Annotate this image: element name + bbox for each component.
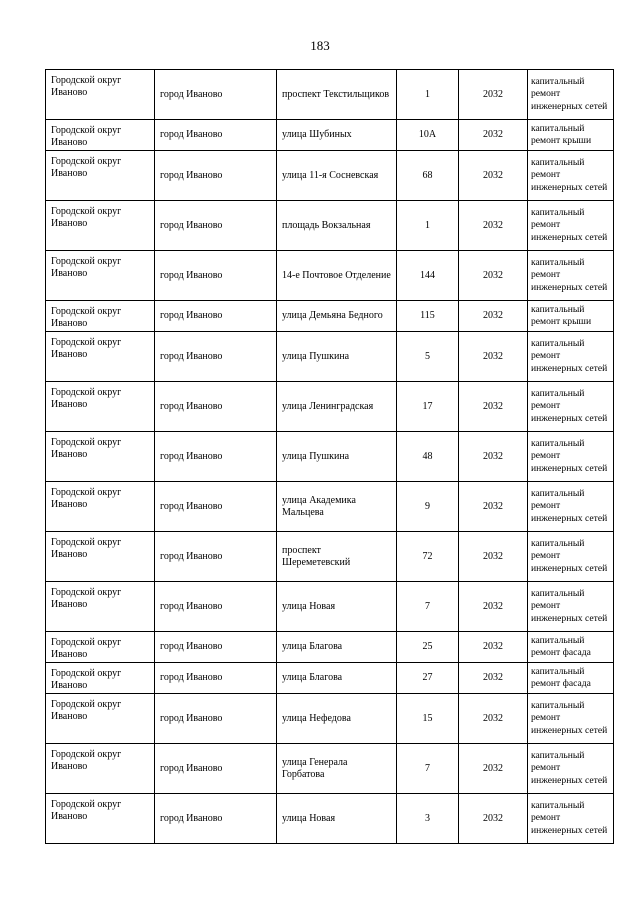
cell-street: улица Нефедова bbox=[277, 694, 397, 744]
cell-settlement: город Иваново bbox=[155, 532, 277, 582]
cell-year: 2032 bbox=[459, 632, 528, 663]
cell-settlement: город Иваново bbox=[155, 582, 277, 632]
cell-house: 7 bbox=[397, 582, 459, 632]
cell-house: 27 bbox=[397, 663, 459, 694]
cell-house: 5 bbox=[397, 332, 459, 382]
cell-municipality: Городской округ Иваново bbox=[46, 120, 155, 151]
cell-year: 2032 bbox=[459, 120, 528, 151]
cell-year: 2032 bbox=[459, 532, 528, 582]
table-row bbox=[46, 744, 614, 794]
table-row bbox=[46, 251, 614, 301]
cell-settlement: город Иваново bbox=[155, 382, 277, 432]
cell-work: капитальный ремонт инженерных сетей bbox=[528, 482, 614, 532]
repair-schedule-table bbox=[45, 69, 614, 844]
cell-municipality: Городской округ Иваново bbox=[46, 251, 155, 301]
cell-settlement: город Иваново bbox=[155, 482, 277, 532]
cell-street: проспект Текстильщиков bbox=[277, 70, 397, 120]
cell-municipality: Городской округ Иваново bbox=[46, 794, 155, 844]
cell-year: 2032 bbox=[459, 663, 528, 694]
cell-house: 72 bbox=[397, 532, 459, 582]
table-row bbox=[46, 582, 614, 632]
cell-street: улица Пушкина bbox=[277, 332, 397, 382]
cell-work: капитальный ремонт инженерных сетей bbox=[528, 151, 614, 201]
table-row bbox=[46, 382, 614, 432]
table-row bbox=[46, 632, 614, 663]
table-row bbox=[46, 794, 614, 844]
cell-municipality: Городской округ Иваново bbox=[46, 482, 155, 532]
cell-settlement: город Иваново bbox=[155, 694, 277, 744]
page-number: 183 bbox=[310, 38, 330, 53]
cell-settlement: город Иваново bbox=[155, 120, 277, 151]
cell-municipality: Городской округ Иваново bbox=[46, 151, 155, 201]
cell-work: капитальный ремонт инженерных сетей bbox=[528, 694, 614, 744]
cell-municipality: Городской округ Иваново bbox=[46, 382, 155, 432]
cell-work: капитальный ремонт фасада bbox=[528, 663, 614, 694]
cell-year: 2032 bbox=[459, 382, 528, 432]
cell-street: улица Ленинградская bbox=[277, 382, 397, 432]
cell-settlement: город Иваново bbox=[155, 332, 277, 382]
cell-house: 68 bbox=[397, 151, 459, 201]
cell-municipality: Городской округ Иваново bbox=[46, 432, 155, 482]
cell-year: 2032 bbox=[459, 251, 528, 301]
cell-year: 2032 bbox=[459, 151, 528, 201]
cell-house: 48 bbox=[397, 432, 459, 482]
cell-settlement: город Иваново bbox=[155, 251, 277, 301]
table-row bbox=[46, 332, 614, 382]
cell-work: капитальный ремонт инженерных сетей bbox=[528, 251, 614, 301]
cell-house: 1 bbox=[397, 201, 459, 251]
cell-year: 2032 bbox=[459, 201, 528, 251]
cell-street: улица Пушкина bbox=[277, 432, 397, 482]
cell-municipality: Городской округ Иваново bbox=[46, 744, 155, 794]
cell-municipality: Городской округ Иваново bbox=[46, 201, 155, 251]
cell-municipality: Городской округ Иваново bbox=[46, 582, 155, 632]
cell-municipality: Городской округ Иваново bbox=[46, 694, 155, 744]
cell-house: 17 bbox=[397, 382, 459, 432]
cell-house: 7 bbox=[397, 744, 459, 794]
cell-house: 15 bbox=[397, 694, 459, 744]
cell-settlement: город Иваново bbox=[155, 632, 277, 663]
cell-street: улица 11-я Сосневская bbox=[277, 151, 397, 201]
cell-municipality: Городской округ Иваново bbox=[46, 332, 155, 382]
cell-work: капитальный ремонт инженерных сетей bbox=[528, 201, 614, 251]
cell-work: капитальный ремонт инженерных сетей bbox=[528, 794, 614, 844]
cell-street: улица Благова bbox=[277, 632, 397, 663]
cell-house: 144 bbox=[397, 251, 459, 301]
cell-year: 2032 bbox=[459, 582, 528, 632]
table-row bbox=[46, 151, 614, 201]
table-row bbox=[46, 532, 614, 582]
table-row bbox=[46, 694, 614, 744]
cell-house: 115 bbox=[397, 301, 459, 332]
cell-year: 2032 bbox=[459, 332, 528, 382]
cell-work: капитальный ремонт инженерных сетей bbox=[528, 382, 614, 432]
cell-house: 1 bbox=[397, 70, 459, 120]
cell-year: 2032 bbox=[459, 794, 528, 844]
cell-year: 2032 bbox=[459, 744, 528, 794]
cell-work: капитальный ремонт инженерных сетей bbox=[528, 70, 614, 120]
cell-year: 2032 bbox=[459, 301, 528, 332]
cell-street: улица Генерала Горбатова bbox=[277, 744, 397, 794]
cell-work: капитальный ремонт инженерных сетей bbox=[528, 432, 614, 482]
cell-municipality: Городской округ Иваново bbox=[46, 70, 155, 120]
table-row bbox=[46, 301, 614, 332]
cell-settlement: город Иваново bbox=[155, 432, 277, 482]
cell-work: капитальный ремонт крыши bbox=[528, 120, 614, 151]
cell-house: 3 bbox=[397, 794, 459, 844]
cell-street: улица Новая bbox=[277, 582, 397, 632]
cell-work: капитальный ремонт инженерных сетей bbox=[528, 332, 614, 382]
cell-street: улица Демьяна Бедного bbox=[277, 301, 397, 332]
table-row bbox=[46, 482, 614, 532]
cell-work: капитальный ремонт фасада bbox=[528, 632, 614, 663]
cell-settlement: город Иваново bbox=[155, 744, 277, 794]
table-row bbox=[46, 663, 614, 694]
cell-street: площадь Вокзальная bbox=[277, 201, 397, 251]
table-row bbox=[46, 432, 614, 482]
cell-house: 10А bbox=[397, 120, 459, 151]
cell-work: капитальный ремонт инженерных сетей bbox=[528, 532, 614, 582]
cell-street: улица Шубиных bbox=[277, 120, 397, 151]
cell-settlement: город Иваново bbox=[155, 201, 277, 251]
cell-settlement: город Иваново bbox=[155, 663, 277, 694]
cell-house: 9 bbox=[397, 482, 459, 532]
cell-municipality: Городской округ Иваново bbox=[46, 301, 155, 332]
cell-settlement: город Иваново bbox=[155, 301, 277, 332]
cell-work: капитальный ремонт крыши bbox=[528, 301, 614, 332]
cell-street: 14-е Почтовое Отделение bbox=[277, 251, 397, 301]
cell-street: улица Благова bbox=[277, 663, 397, 694]
cell-municipality: Городской округ Иваново bbox=[46, 663, 155, 694]
cell-street: проспект Шереметевский bbox=[277, 532, 397, 582]
cell-settlement: город Иваново bbox=[155, 794, 277, 844]
cell-street: улица Новая bbox=[277, 794, 397, 844]
table-row bbox=[46, 70, 614, 120]
cell-settlement: город Иваново bbox=[155, 151, 277, 201]
cell-work: капитальный ремонт инженерных сетей bbox=[528, 582, 614, 632]
cell-municipality: Городской округ Иваново bbox=[46, 532, 155, 582]
cell-year: 2032 bbox=[459, 70, 528, 120]
cell-house: 25 bbox=[397, 632, 459, 663]
cell-year: 2032 bbox=[459, 482, 528, 532]
table-row bbox=[46, 120, 614, 151]
cell-municipality: Городской округ Иваново bbox=[46, 632, 155, 663]
cell-settlement: город Иваново bbox=[155, 70, 277, 120]
cell-street: улица Академика Мальцева bbox=[277, 482, 397, 532]
cell-year: 2032 bbox=[459, 432, 528, 482]
table-row bbox=[46, 201, 614, 251]
cell-year: 2032 bbox=[459, 694, 528, 744]
cell-work: капитальный ремонт инженерных сетей bbox=[528, 744, 614, 794]
